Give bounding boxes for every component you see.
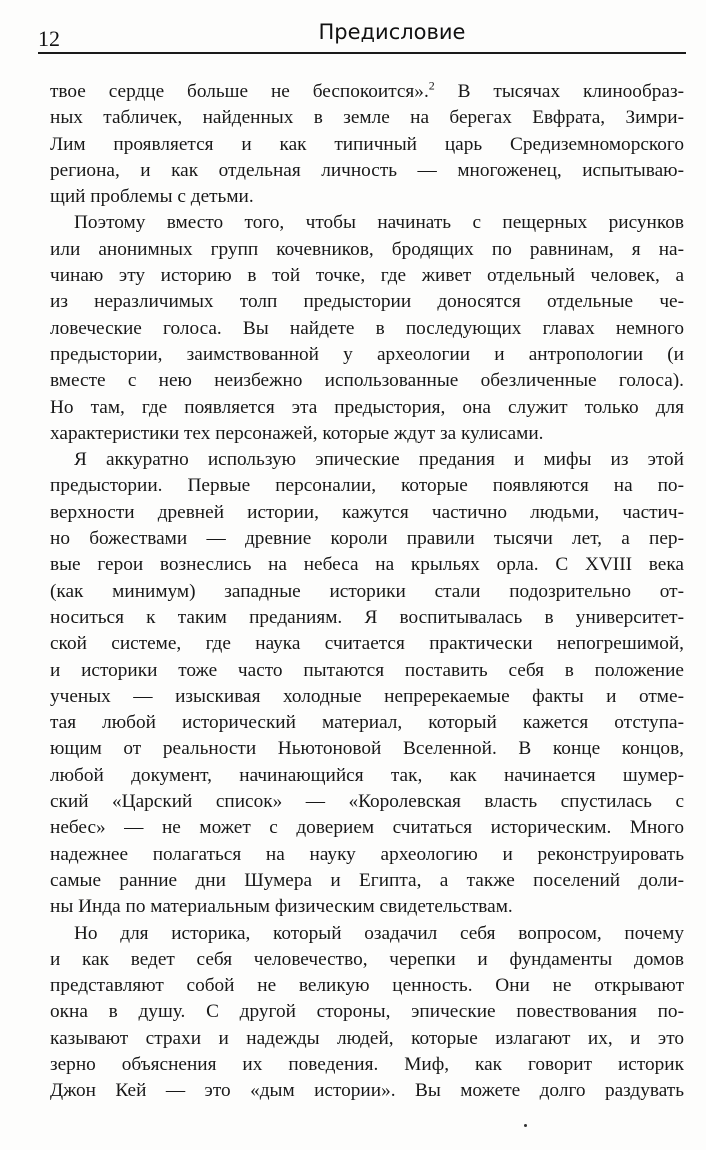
- text-line: Я аккуратно использую эпические предания и мифы из этой: [74, 449, 684, 471]
- text-line: (как минимум) западные историки стали подозрительно от-: [50, 580, 684, 602]
- text-line: вые герои вознеслись на небеса на крыльях орла. С XVIII века: [50, 554, 684, 576]
- text-line: но божествами — древние короли правили тысячи лет, а пер-: [50, 528, 684, 550]
- text-line: из неразличимых толп предыстории доносятся отдельные че-: [50, 291, 684, 313]
- paragraph-4: [50, 921, 684, 1105]
- text-line: казывают страхи и надежды людей, которые излагают их, и это: [50, 1027, 684, 1049]
- text-line: надежнее полагаться на науку археологию и реконструировать: [50, 843, 684, 865]
- paragraph-2: [50, 210, 684, 447]
- text-line: зерно объяснения их поведения. Миф, как говорит историк: [50, 1053, 684, 1075]
- text-line: Джон Кей — это «дым истории». Вы можете долго раздувать: [50, 1080, 684, 1102]
- text-line: твое сердце больше не беспокоится».$^2$ В тысячах клинообраз-: [50, 78, 684, 102]
- running-title: Предисловие: [318, 20, 466, 44]
- footnote-mark: 2: [428, 78, 435, 93]
- text-line: вместе с нею неизбежно использованные обезличенные голоса).: [50, 370, 684, 392]
- text-line: Лим проявляется и как типичный царь Средиземноморского: [50, 133, 684, 155]
- text-line: предыстории, заимствованной у археологии и антропологии (и: [50, 343, 684, 365]
- text-line: окна в душу. С другой стороны, эпические повествования по-: [50, 1001, 684, 1023]
- text-line: ученых — изыскивая холодные непререкаемые факты и отме-: [50, 685, 684, 707]
- paragraph-3: [50, 447, 684, 920]
- text-line: и историки тоже часто пытаются поставить себя в положение: [50, 659, 684, 681]
- text-line: характеристики тех персонажей, которые ждут за кулисами.: [50, 422, 544, 444]
- text-line: любой документ, начинающийся так, как начинается шумер-: [50, 764, 684, 786]
- text-line: ны Инда по материальным физическим свидетельствам.: [50, 896, 513, 918]
- paragraph-1: [50, 79, 684, 210]
- text-line: небес» — не может с доверием считаться историческим. Много: [50, 817, 684, 839]
- text-line: чинаю эту историю в той точке, где живет отдельный человек, а: [50, 265, 684, 287]
- text-line: щий проблемы с детьми.: [50, 186, 254, 208]
- text-line: предыстории. Первые персоналии, которые появляются на по-: [50, 475, 684, 497]
- text-line: представляют собой не великую ценность. Они не открывают: [50, 975, 684, 997]
- text-line: и как ведет себя человечество, черепки и фундаменты домов: [50, 948, 684, 970]
- text-line: носиться к таким преданиям. Я воспитывалась в университет-: [50, 606, 684, 628]
- text-line: или анонимных групп кочевников, бродящих по равнинам, я на-: [50, 238, 684, 260]
- text-line: самые ранние дни Шумера и Египта, а также поселений доли-: [50, 869, 684, 891]
- text-line: ных табличек, найденных в земле на берегах Евфрата, Зимри-: [50, 107, 684, 129]
- text-line: ловеческие голоса. Вы найдете в последующих главах немного: [50, 317, 684, 339]
- scan-speck: [524, 1124, 527, 1127]
- text-line: тая любой исторический материал, который кажется отступа-: [50, 712, 684, 734]
- text-line: ющим от реальности Ньютоновой Вселенной. В конце концов,: [50, 738, 684, 760]
- text-line: ский «Царский список» — «Королевская власть спустилась с: [50, 791, 684, 813]
- text-line: Поэтому вместо того, чтобы начинать с пещерных рисунков: [74, 212, 684, 234]
- text-line: верхности древней истории, кажутся частично людьми, частич-: [50, 501, 684, 523]
- text-line: ской системе, где наука считается практически непогрешимой,: [50, 633, 684, 655]
- text-line: Но для историка, который озадачил себя вопросом, почему: [74, 922, 684, 944]
- text-line: Но там, где появляется эта предыстория, она служит только для: [50, 396, 684, 418]
- body-text: [50, 79, 684, 1105]
- text-line: региона, и как отдельная личность — многоженец, испытываю-: [50, 159, 684, 181]
- running-header: [38, 18, 686, 54]
- page-number: 12: [38, 26, 60, 51]
